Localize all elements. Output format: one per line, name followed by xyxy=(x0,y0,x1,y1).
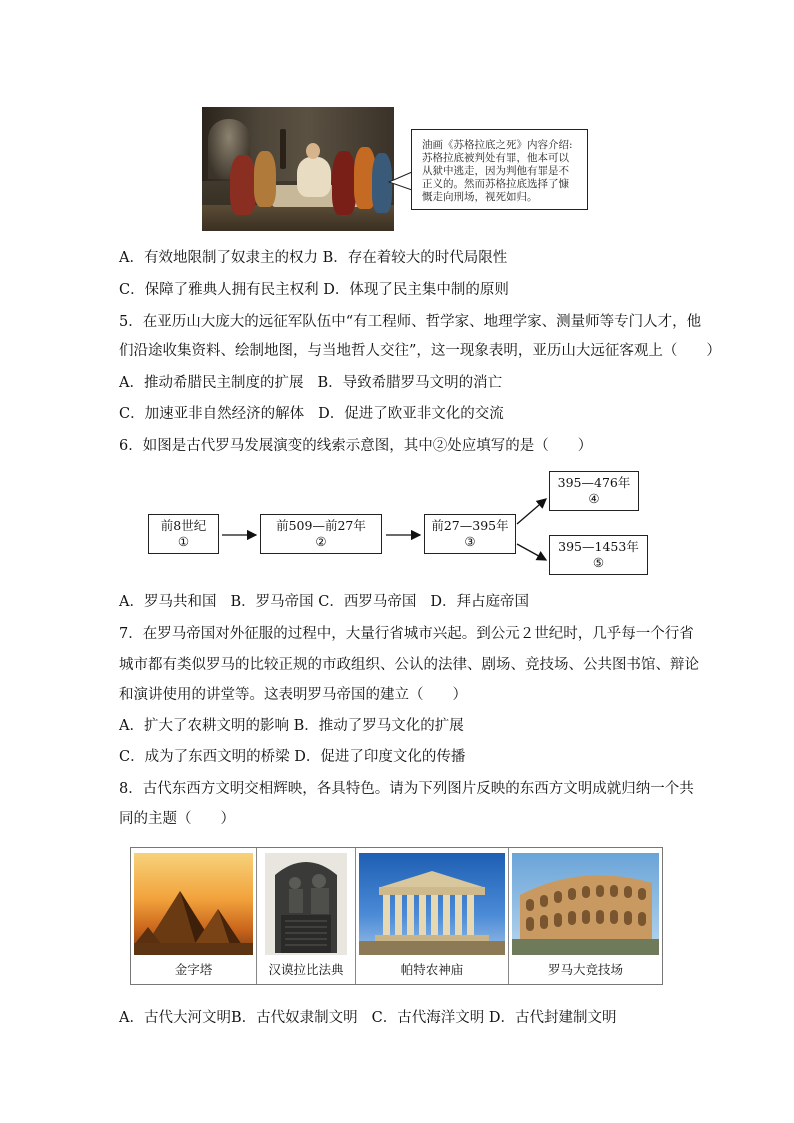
image-colosseum xyxy=(509,849,662,983)
q7-stem: 和演讲使用的讲堂等。这表明罗马帝国的建立（ ） xyxy=(119,687,467,703)
image-caption: 金字塔 xyxy=(174,962,213,977)
q5-option-d: D．促进了欧亚非文化的交流 xyxy=(318,406,504,422)
q6-option-b: B．罗马帝国 xyxy=(230,594,314,610)
timeline-marker: ② xyxy=(315,534,327,549)
q5-stem: 们沿途收集资料、绘制地图，与当地哲人交往”，这一现象表明，亚历山大远征客观上（ ） xyxy=(119,343,721,359)
q7-stem: 城市都有类似罗马的比较正规的市政组织、公认的法律、剧场、竞技场、公共图书馆、辩论 xyxy=(119,657,699,673)
q4-option-line: C．保障了雅典人拥有民主权利 D．体现了民主集中制的原则 xyxy=(119,282,509,298)
image-caption: 汉谟拉比法典 xyxy=(268,962,344,977)
q7-option-line: A．扩大了农耕文明的影响 B．推动了罗马文化的扩展 xyxy=(119,718,464,734)
q8-stem: 同的主题（ ） xyxy=(119,811,235,827)
q5-option-c: C．加速亚非自然经济的解体 xyxy=(119,406,305,422)
timeline-period: 前27—395年 xyxy=(431,518,509,533)
q7-option-line: C．成为了东西文明的桥梁 D．促进了印度文化的传播 xyxy=(119,749,466,765)
q8-option-c: C．古代海洋文明 xyxy=(371,1010,485,1026)
image-parthenon xyxy=(356,849,508,983)
timeline-marker: ⑤ xyxy=(592,555,605,570)
q6-stem: 6．如图是古代罗马发展演变的线索示意图，其中②处应填写的是（ ） xyxy=(119,438,593,454)
q6-options xyxy=(119,592,529,612)
q6-option-c: C．西罗马帝国 xyxy=(318,594,417,610)
image-caption: 罗马大竞技场 xyxy=(547,962,623,977)
timeline-box-5 xyxy=(549,535,648,575)
q4-option-line: A．有效地限制了奴隶主的权力 B．存在着较大的时代局限性 xyxy=(119,250,508,266)
q6-option-d: D．拜占庭帝国 xyxy=(430,594,529,610)
q5-stem: 5．在亚历山大庞大的远征军队伍中“有工程师、哲学家、地理学家、测量师等专门人才，他 xyxy=(119,314,702,330)
q8-options xyxy=(119,1008,616,1028)
timeline-box-3 xyxy=(424,514,516,554)
timeline-box-4 xyxy=(549,471,639,511)
caption-line: 苏格拉底被判处有罪，他本可以 xyxy=(422,152,569,164)
timeline-period: 395—1453年 xyxy=(558,539,639,554)
caption-line: 从狱中逃走，因为判他有罪是不 xyxy=(422,165,569,177)
caption-line: 油画《苏格拉底之死》内容介绍: xyxy=(422,139,573,151)
q7-stem: 7．在罗马帝国对外征服的过程中，大量行省城市兴起。到公元２世纪时，几乎每一个行省 xyxy=(119,626,694,642)
image-code-of-hammurabi xyxy=(257,849,355,983)
timeline-box-1 xyxy=(148,514,219,554)
q5-option-a: A．推动希腊民主制度的扩展 xyxy=(119,375,304,391)
image-pyramids xyxy=(131,849,256,983)
timeline-marker: ④ xyxy=(588,491,600,506)
timeline-period: 前8世纪 xyxy=(160,518,207,533)
timeline-marker: ① xyxy=(177,534,190,549)
timeline-box-2 xyxy=(260,514,382,554)
image-caption: 帕特农神庙 xyxy=(400,962,464,977)
timeline-period: 395—476年 xyxy=(557,475,631,490)
timeline-marker: ③ xyxy=(464,534,476,549)
q8-stem: 8．古代东西方文明交相辉映，各具特色。请为下列图片反映的东西方文明成就归纳一个共 xyxy=(119,781,694,797)
caption-line: 正义的。然而苏格拉底选择了慷 xyxy=(422,178,569,190)
timeline-period: 前509—前27年 xyxy=(276,518,366,533)
q5-option-b: B．导致希腊罗马文明的消亡 xyxy=(317,375,503,391)
q8-option-d: D．古代封建制文明 xyxy=(488,1010,617,1026)
q6-option-a: A．罗马共和国 xyxy=(119,594,217,610)
caption-line: 慨走向刑场，视死如归。 xyxy=(422,191,538,203)
q8-option-b: B．古代奴隶制文明 xyxy=(230,1010,358,1026)
q8-option-a: A．古代大河文明 xyxy=(119,1010,231,1026)
